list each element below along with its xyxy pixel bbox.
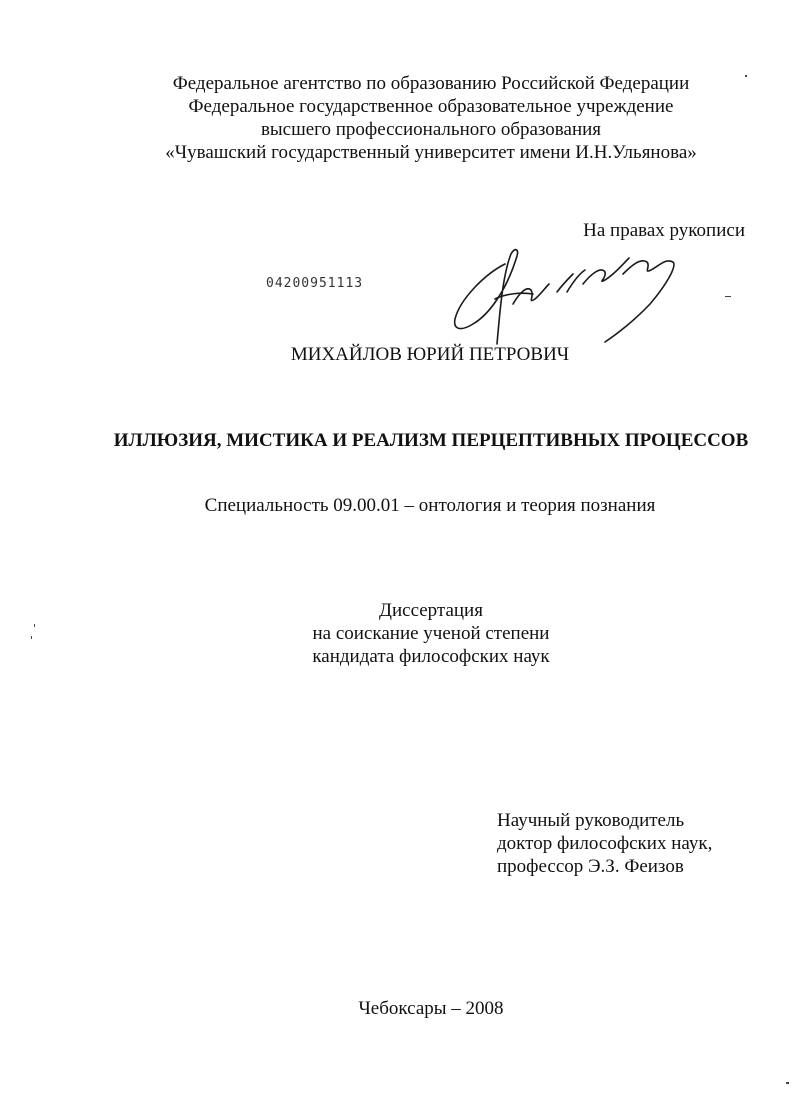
manuscript-rights-label: На правах рукописи (583, 220, 745, 241)
author-name: МИХАЙЛОВ ЮРИЙ ПЕТРОВИЧ (290, 344, 570, 365)
dissertation-title: ИЛЛЮЗИЯ, МИСТИКА И РЕАЛИЗМ ПЕРЦЕПТИВНЫХ ПРОЦЕССОВ (113, 430, 749, 451)
scan-speck (725, 296, 731, 297)
supervisor-label: Научный руководитель (497, 810, 685, 831)
degree-line-field: кандидата философских наук (312, 646, 550, 667)
scan-speck (34, 624, 35, 627)
scan-speck (745, 75, 747, 77)
scan-speck (31, 636, 32, 639)
institution-header (0, 72, 793, 164)
degree-line-purpose: на соискание ученой степени (312, 623, 550, 644)
supervisor-name: профессор Э.З. Феизов (497, 856, 684, 877)
scan-speck (786, 1082, 789, 1084)
supervisor-degree: доктор философских наук, (497, 833, 713, 854)
specialty-line: Специальность 09.00.01 – онтология и теория познания (204, 495, 656, 516)
header-line-institution: Федеральное государственное образовательное учреждение (188, 96, 674, 117)
degree-block (0, 599, 793, 668)
degree-line-type: Диссертация (379, 600, 483, 621)
author-signature (445, 244, 685, 354)
header-line-education: высшего профессионального образования (260, 119, 602, 140)
header-line-university: «Чувашский государственный университет имени И.Н.Ульянова» (165, 142, 697, 163)
place-year: Чебоксары – 2008 (358, 998, 504, 1019)
header-line-agency: Федеральное агентство по образованию Российской Федерации (172, 73, 690, 94)
supervisor-block (497, 809, 712, 878)
catalog-number: 04200951113 (266, 276, 364, 291)
